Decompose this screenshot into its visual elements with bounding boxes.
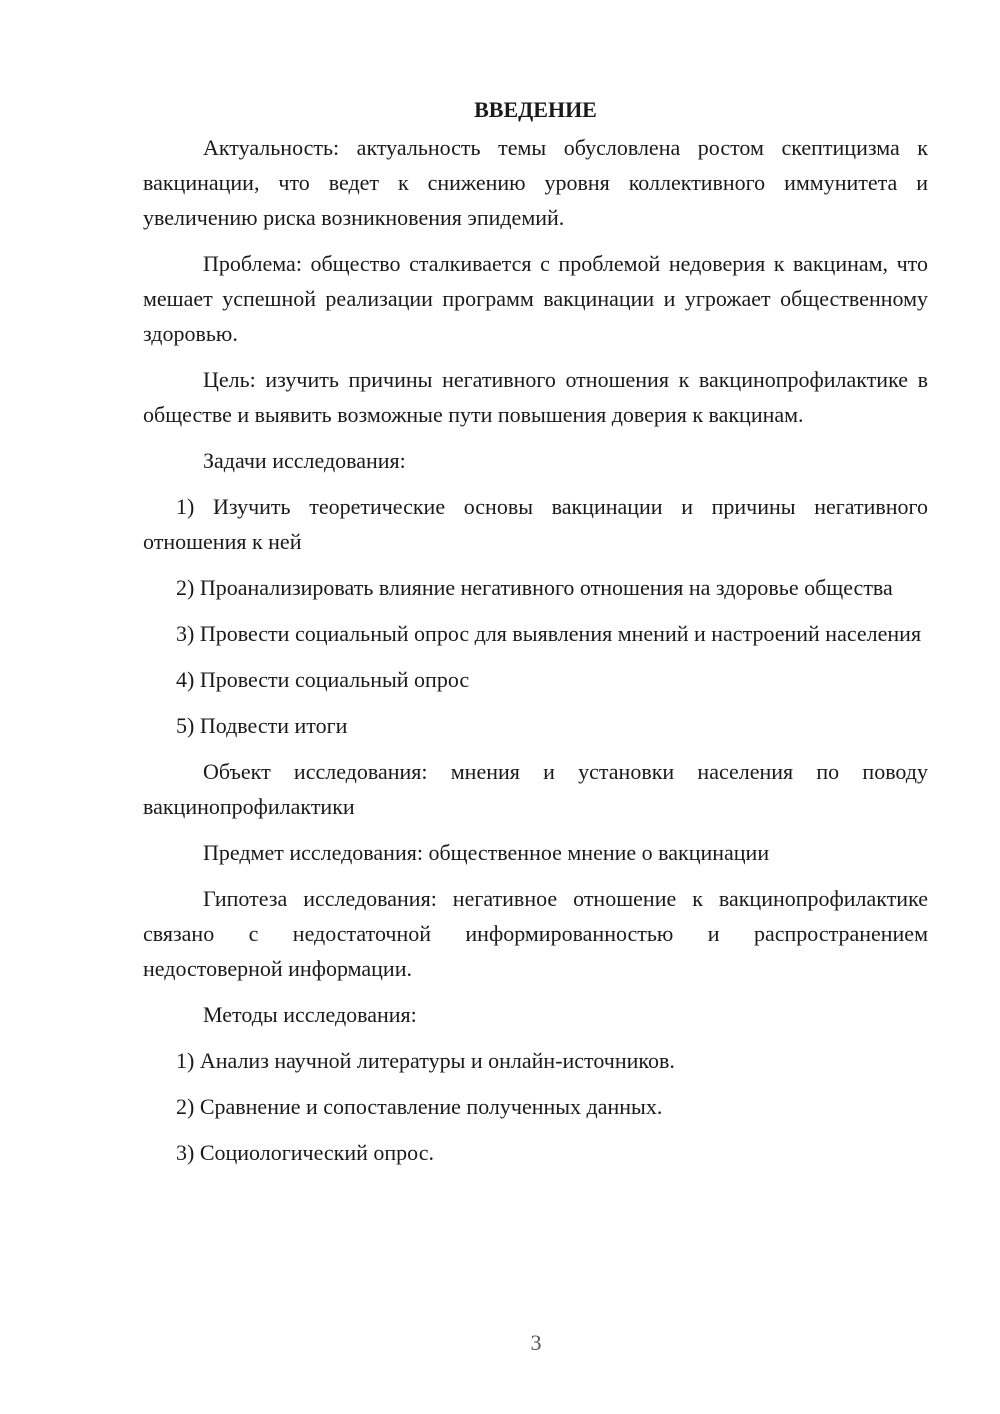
task-item: 3) Провести социальный опрос для выявления мнений и настроений населения xyxy=(176,621,922,646)
tasks-heading: Задачи исследования: xyxy=(203,448,406,473)
method-item: 2) Сравнение и сопоставление полученных данных. xyxy=(176,1094,663,1119)
document-page xyxy=(143,92,928,1181)
object-paragraph: Объект исследования: мнения и установки населения по поводу вакцинопрофилактики xyxy=(143,759,928,819)
task-item: 4) Провести социальный опрос xyxy=(176,667,470,692)
task-item: 5) Подвести итоги xyxy=(176,713,348,738)
task-item: 2) Проанализировать влияние негативного отношения на здоровье общества xyxy=(176,575,893,600)
relevance-paragraph: Актуальность: актуальность темы обусловлена ростом скептицизма к вакцинации, что ведет к снижению уровня коллективного иммунитета и увеличению риска возникновения эпидемий. xyxy=(143,135,928,230)
methods-heading: Методы исследования: xyxy=(203,1002,417,1027)
page-title: ВВЕДЕНИЕ xyxy=(474,97,597,122)
method-item: 3) Социологический опрос. xyxy=(176,1140,434,1165)
goal-paragraph: Цель: изучить причины негативного отношения к вакцинопрофилактике в обществе и выявить возможные пути повышения доверия к вакцинам. xyxy=(143,367,928,427)
problem-paragraph: Проблема: общество сталкивается с проблемой недоверия к вакцинам, что мешает успешной реализации программ вакцинации и угрожает общественному здоровью. xyxy=(143,251,928,346)
hypothesis-paragraph: Гипотеза исследования: негативное отношение к вакцинопрофилактике связано с недостаточной информированностью и распространением недостоверной информации. xyxy=(143,886,928,981)
task-item: 1) Изучить теоретические основы вакцинации и причины негативного отношения к ней xyxy=(143,494,928,554)
subject-paragraph: Предмет исследования: общественное мнение о вакцинации xyxy=(203,840,770,865)
page-number: 3 xyxy=(530,1330,542,1355)
method-item: 1) Анализ научной литературы и онлайн-источников. xyxy=(176,1048,675,1073)
